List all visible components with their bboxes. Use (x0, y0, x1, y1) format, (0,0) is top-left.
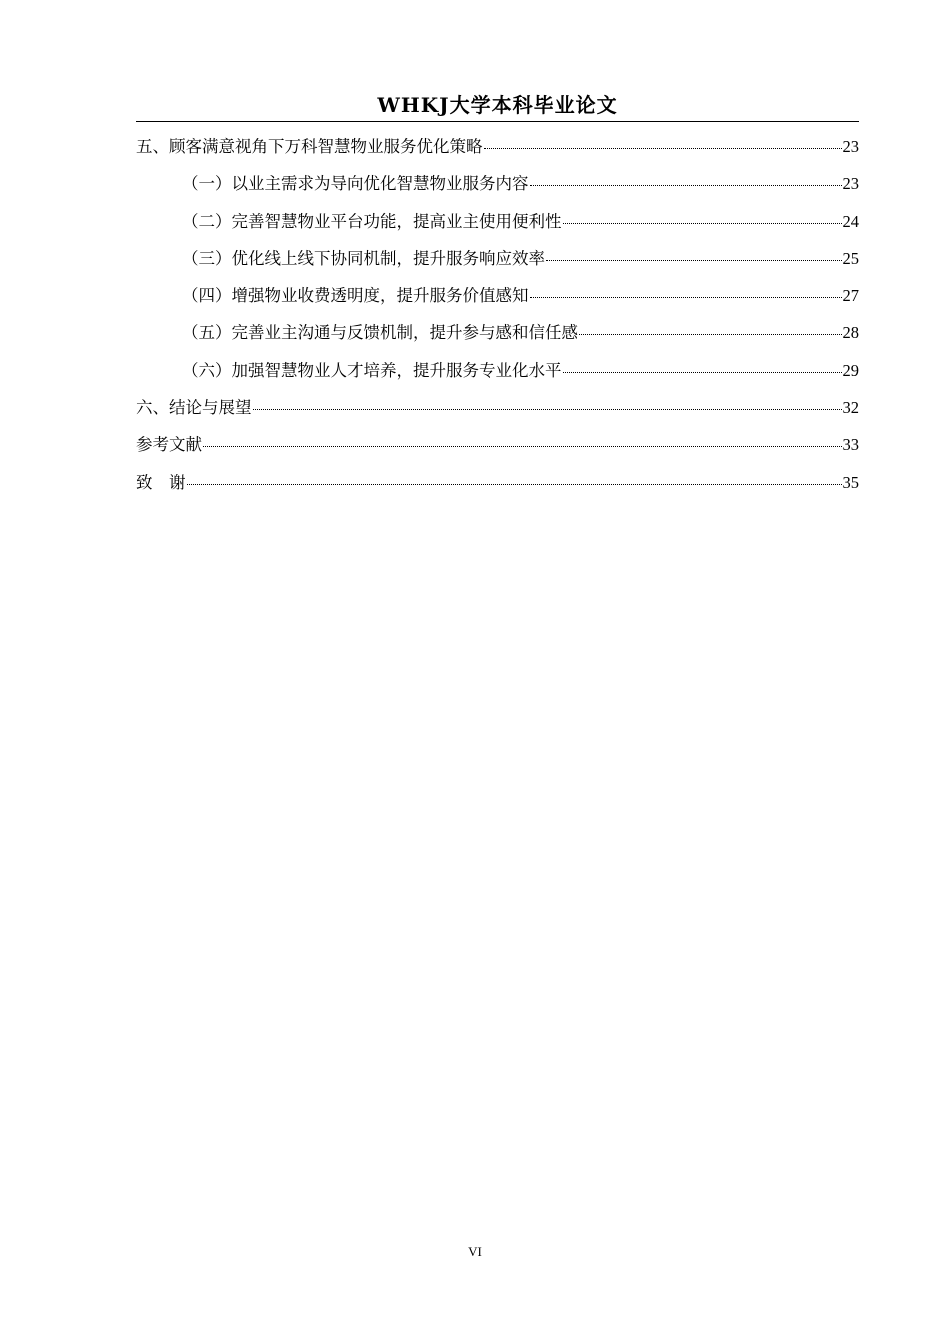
page-number: VI (468, 1244, 482, 1259)
toc-entry-page: 28 (842, 323, 859, 343)
toc-leader-dots (484, 148, 842, 149)
toc-entry-page: 35 (842, 472, 859, 492)
toc-entry[interactable] (136, 431, 859, 468)
toc-entry[interactable] (136, 208, 859, 245)
toc-leader-dots (546, 260, 842, 261)
toc-entry-title: 致 谢 (136, 472, 186, 492)
toc-entry-page: 27 (842, 286, 859, 306)
toc-entry-title: （六）加强智慧物业人才培养，提升服务专业化水平 (182, 360, 562, 380)
toc-leader-dots (563, 372, 842, 373)
toc-entry[interactable] (136, 282, 859, 319)
toc-leader-dots (253, 409, 842, 410)
toc-leader-dots (579, 334, 842, 335)
toc-entry-page: 25 (842, 248, 859, 268)
toc-entry-page: 23 (842, 137, 859, 156)
toc-leader-dots (563, 223, 842, 224)
toc-entry[interactable] (136, 394, 859, 431)
toc-entry-page: 32 (842, 398, 859, 418)
toc-leader-dots (203, 446, 842, 447)
toc-entry-title: （五）完善业主沟通与反馈机制，提升参与感和信任感 (182, 323, 578, 343)
toc-leader-dots (530, 297, 842, 298)
page-header-title: WHKJ大学本科毕业论文 (377, 93, 618, 117)
header-rule (136, 121, 859, 122)
toc-entry[interactable] (136, 469, 859, 506)
toc-entry-title: 六、结论与展望 (136, 398, 252, 418)
toc-entry[interactable] (136, 133, 859, 170)
toc-leader-dots (530, 185, 842, 186)
toc-entry[interactable] (136, 170, 859, 207)
toc-entry-page: 33 (842, 435, 859, 455)
toc-entry-page: 23 (842, 174, 859, 194)
toc-entry-page: 29 (842, 360, 859, 380)
table-of-contents (136, 133, 859, 506)
toc-entry[interactable] (136, 245, 859, 282)
toc-entry-title: （三）优化线上线下协同机制，提升服务响应效率 (182, 248, 545, 268)
toc-leader-dots (187, 484, 842, 485)
toc-entry-title: 参考文献 (136, 435, 202, 455)
toc-entry-page: 24 (842, 211, 859, 231)
toc-entry-title: 五、顾客满意视角下万科智慧物业服务优化策略 (136, 137, 483, 156)
toc-entry[interactable] (136, 357, 859, 394)
toc-entry[interactable] (136, 319, 859, 356)
toc-entry-title: （四）增强物业收费透明度，提升服务价值感知 (182, 286, 529, 306)
toc-entry-title: （一）以业主需求为导向优化智慧物业服务内容 (182, 174, 529, 194)
toc-entry-title: （二）完善智慧物业平台功能，提高业主使用便利性 (182, 211, 562, 231)
